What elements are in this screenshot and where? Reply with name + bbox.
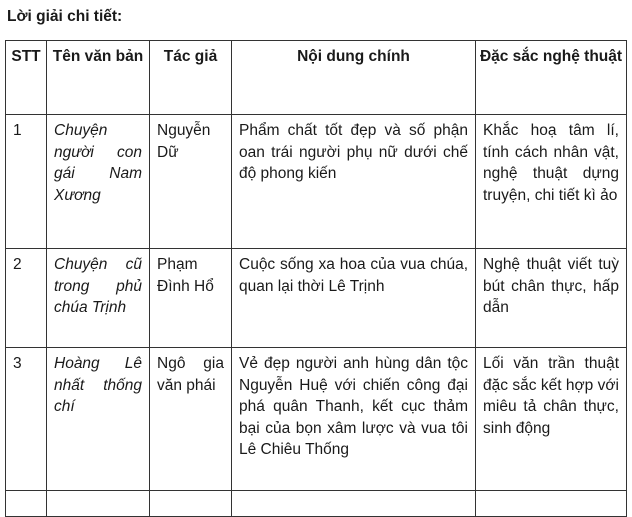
cell-stt: 3 — [6, 348, 47, 491]
cell-stt: 2 — [6, 249, 47, 348]
table-row — [6, 115, 627, 249]
cell-title: Chuyện người con gái Nam Xương — [47, 115, 150, 249]
cell-art: Lối văn trần thuật đặc sắc kết hợp với miêu tả chân thực, sinh động — [476, 348, 627, 491]
cell-author: Ngô gia văn phái — [150, 348, 232, 491]
cell-content: Vẻ đẹp người anh hùng dân tộc Nguyễn Huệ với chiến công đại phá quân Thanh, kết cục thảm bại của bọn xâm lược và vua tôi Lê Chiêu Thống — [232, 348, 476, 491]
cell-empty — [6, 491, 47, 517]
cell-title: Chuyện cũ trong phủ chúa Trịnh — [47, 249, 150, 348]
cell-content: Cuộc sống xa hoa của vua chúa, quan lại thời Lê Trịnh — [232, 249, 476, 348]
cell-art: Nghệ thuật viết tuỳ bút chân thực, hấp dẫn — [476, 249, 627, 348]
cell-empty — [232, 491, 476, 517]
header-stt: STT — [6, 41, 47, 115]
cell-title: Hoàng Lê nhất thống chí — [47, 348, 150, 491]
cell-empty — [47, 491, 150, 517]
cell-author: Phạm Đình Hổ — [150, 249, 232, 348]
cell-empty — [476, 491, 627, 517]
table-row — [6, 249, 627, 348]
header-content: Nội dung chính — [232, 41, 476, 115]
table-row — [6, 348, 627, 491]
literature-table — [5, 40, 627, 517]
table-header-row — [6, 41, 627, 115]
table-row-partial — [6, 491, 627, 517]
header-author: Tác giả — [150, 41, 232, 115]
cell-empty — [150, 491, 232, 517]
header-title: Tên văn bản — [47, 41, 150, 115]
page-heading: Lời giải chi tiết: — [7, 8, 123, 25]
header-art: Đặc sắc nghệ thuật — [476, 41, 627, 115]
cell-stt: 1 — [6, 115, 47, 249]
cell-author: Nguyễn Dữ — [150, 115, 232, 249]
cell-content: Phẩm chất tốt đẹp và số phận oan trái người phụ nữ dưới chế độ phong kiến — [232, 115, 476, 249]
cell-art: Khắc hoạ tâm lí, tính cách nhân vật, nghệ thuật dựng truyện, chi tiết kì ảo — [476, 115, 627, 249]
